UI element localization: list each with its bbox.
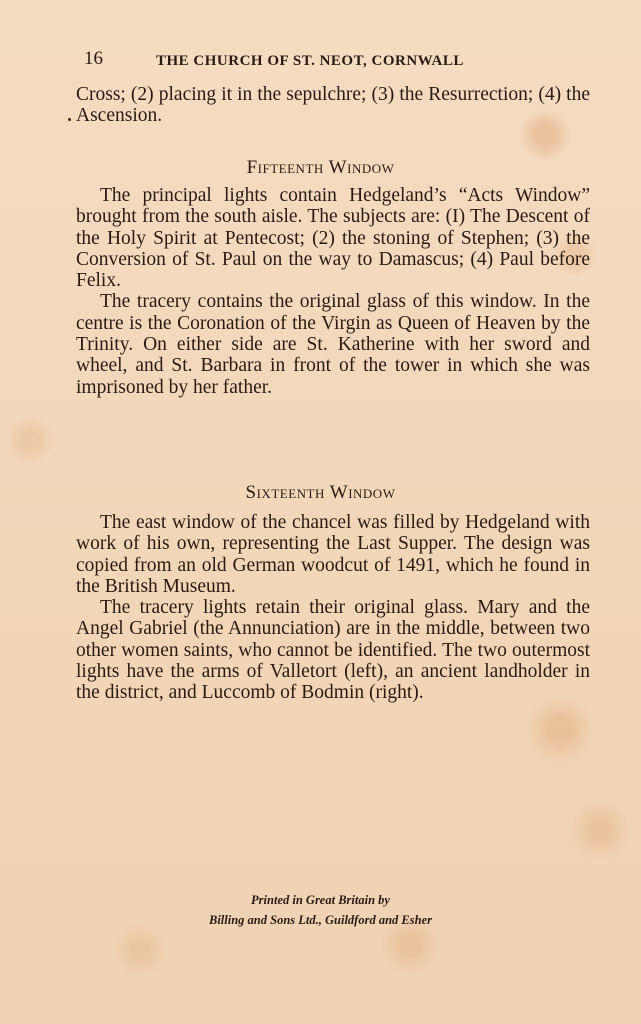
- ink-speck: [68, 118, 71, 121]
- fifteenth-window-heading: Fifteenth Window: [246, 157, 395, 178]
- printer-imprint: [0, 890, 641, 930]
- sixteenth-window-paragraph-1: The east window of the chancel was filled by Hedgeland with work of his own, representing the Last Supper. The design was copied from an old German woodcut of 1491, which he found in the British Museum.: [76, 512, 590, 597]
- running-head: THE CHURCH OF ST. NEOT, CORNWALL: [156, 53, 464, 69]
- sixteenth-window-heading: Sixteenth Window: [245, 482, 396, 503]
- imprint-line-2: Billing and Sons Ltd., Guildford and Esher: [209, 913, 432, 927]
- fifteenth-window-paragraph-1: The principal lights contain Hedgeland’s “Acts Window” brought from the south aisle. The subjects are: (I) The Descent of the Holy Spirit at Pentecost; (2) the stoning of Stephen; (3) the Conversion of St. Paul on the way to Damascus; (4) Paul before Felix.: [76, 185, 590, 292]
- page-number: 16: [84, 48, 103, 69]
- sixteenth-window-paragraph-2: The tracery lights retain their original glass. Mary and the Angel Gabriel (the Annunciation) are in the middle, between two other women saints, who cannot be identified. The two outermost lights have the arms of Valletort (left), an ancient landholder in the district, and Luccomb of Bodmin (right).: [76, 597, 590, 704]
- sixteenth-window-section: [76, 512, 590, 704]
- intro-paragraph-block: [76, 84, 590, 127]
- page-header: [84, 48, 604, 74]
- fifteenth-window-paragraph-2: The tracery contains the original glass of this window. In the centre is the Coronation of the Virgin as Queen of Heaven by the Trinity. On either side are St. Katherine with her sword and wheel, and St. Barbara in front of the tower in which she was imprisoned by her father.: [76, 291, 590, 398]
- fifteenth-window-section: [76, 185, 590, 398]
- intro-paragraph: Cross; (2) placing it in the sepulchre; (3) the Resurrection; (4) the Ascension.: [76, 84, 590, 127]
- imprint-line-1: Printed in Great Britain by: [251, 893, 390, 907]
